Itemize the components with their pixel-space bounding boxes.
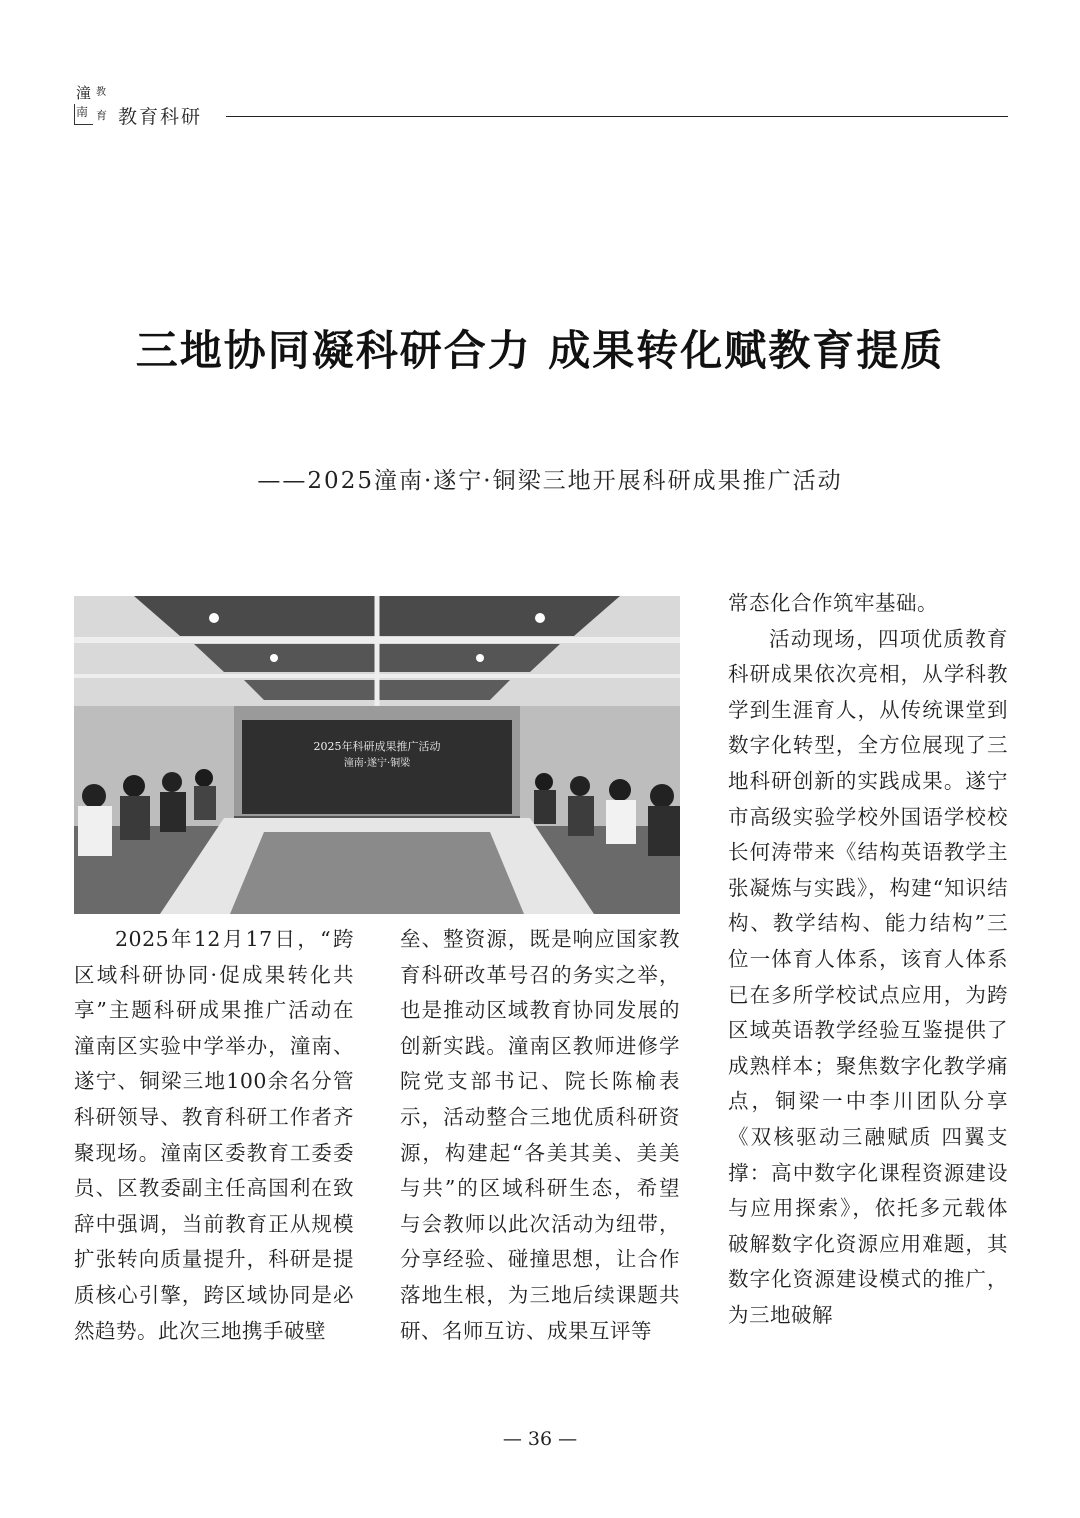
paragraph: 活动现场，四项优质教育科研成果依次亮相，从学科教学到生涯育人，从传统课堂到数字化转型，全方位展现了三地科研创新的实践成果。遂宁市高级实验学校外国语学校校长何涛带来《结构英语教学主张凝炼与实践》，构建“知识结构、教学结构、能力结构”三位一体育人体系，该育人体系已在多所学校试点应用，为跨区域英语教学经验互鉴提供了成熟样本；聚焦数字化教学痛点，铜梁一中李川团队分享《双核驱动三融赋质 四翼支撑：高中数字化课程资源建设与应用探索》，依托多元载体破解数字化资源应用难题，其数字化资源建设模式的推广，为三地破解 bbox=[728, 626, 1008, 1327]
logo-char: 南 bbox=[76, 105, 89, 119]
article-subtitle: ——2025潼南·遂宁·铜梁三地开展科研成果推广活动 bbox=[257, 468, 843, 494]
page-number: — 36 — bbox=[502, 1428, 578, 1450]
screen-text: 潼南·遂宁·铜梁 bbox=[343, 758, 411, 769]
page-header bbox=[74, 84, 1008, 134]
paragraph: 2025年12月17日，“跨区域科研协同·促成果转化共享”主题科研成果推广活动在潼南区实验中学举办，潼南、遂宁、铜梁三地100余名分管科研领导、教育科研工作者齐聚现场。潼南区委教育工委委员、区教委副主任高国利在致辞中强调，当前教育正从规模扩张转向质量提升，科研是提质核心引擎，跨区域协同是必然趋势。此次三地携手破壁 bbox=[74, 927, 354, 1343]
paragraph: 常态化合作筑牢基础。 bbox=[728, 591, 938, 615]
screen-text: 2025年科研成果推广活动 bbox=[313, 740, 441, 753]
text-column-3 bbox=[728, 586, 1008, 1333]
section-title: 教育科研 bbox=[118, 106, 203, 128]
text-column-1 bbox=[74, 922, 354, 1349]
logo-char: 育 bbox=[96, 109, 107, 122]
logo-frame bbox=[74, 104, 93, 125]
logo-char: 潼 bbox=[76, 84, 92, 102]
event-photo bbox=[74, 596, 680, 914]
paragraph: 垒、整资源，既是响应国家教育科研改革号召的务实之举，也是推动区域教育协同发展的创新实践。潼南区教师进修学院党支部书记、院长陈榆表示，活动整合三地优质科研资源，构建起“各美其美、美美与共”的区域科研生态，希望与会教师以此次活动为纽带，分享经验、碰撞思想，让合作落地生根，为三地后续课题共研、名师互访、成果互评等 bbox=[400, 927, 680, 1343]
text-column-2 bbox=[400, 922, 680, 1349]
journal-logo bbox=[74, 84, 116, 128]
logo-char: 教 bbox=[96, 87, 106, 98]
article-title: 三地协同凝科研合力 成果转化赋教育提质 bbox=[135, 326, 945, 375]
header-rule bbox=[226, 116, 1008, 117]
